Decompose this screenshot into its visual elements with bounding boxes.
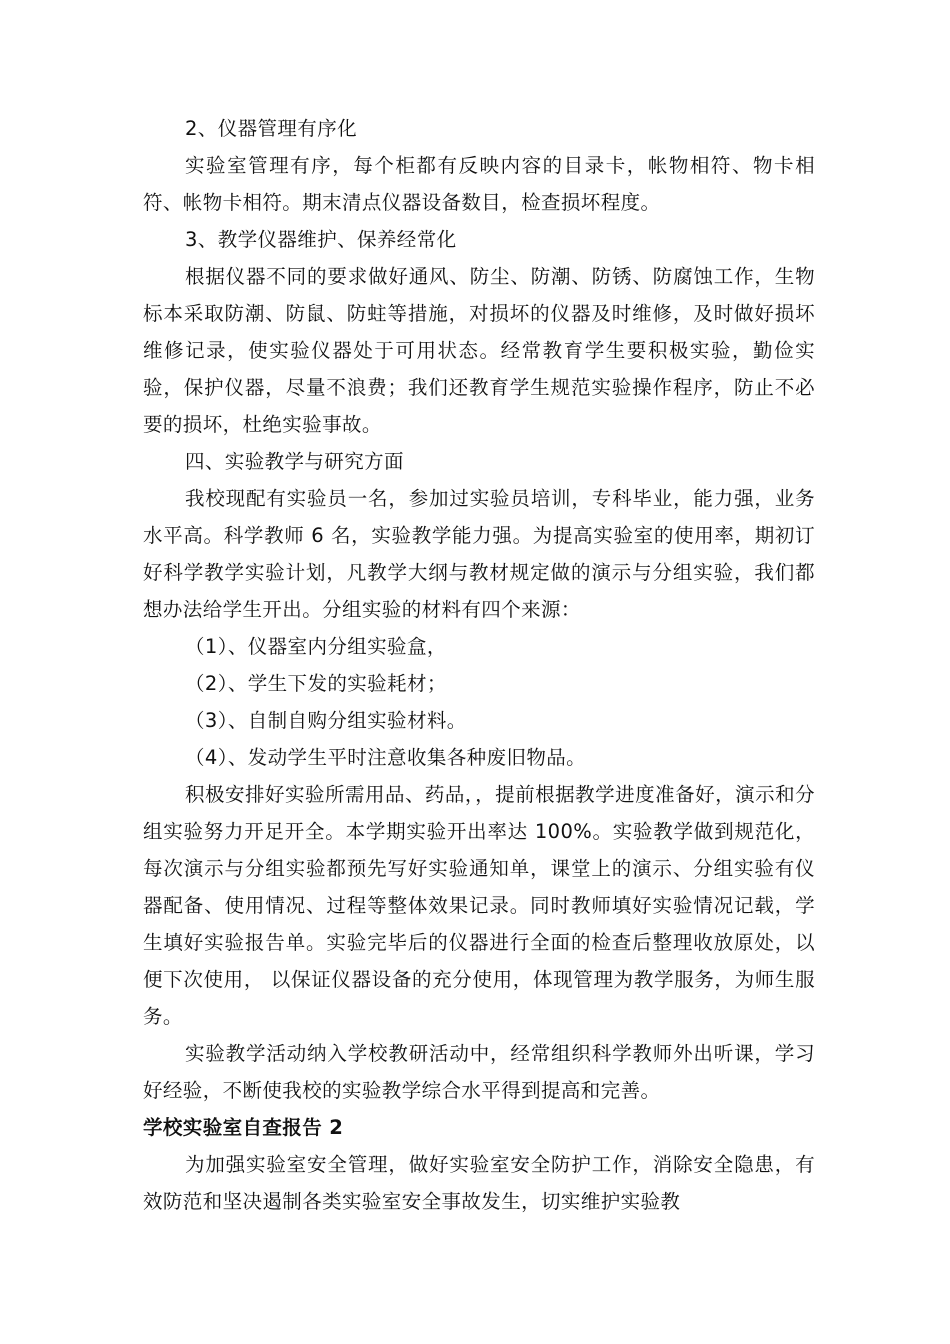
paragraph-maintenance-measures: 根据仪器不同的要求做好通风、防尘、防潮、防锈、防腐蚀工作，生物标本采取防潮、防鼠、防蛀等措施，对损坏的仪器及时维修，及时做好损坏维修记录，使实验仪器处于可用状态。经常教育学生要积极实验，勤俭实验，保护仪器，尽量不浪费；我们还教育学生规范实验操作程序，防止不必要的损坏，杜绝实验事故。 [143,265,815,436]
list-item-source-2: （2）、学生下发的实验耗材； [185,672,447,695]
subheading-teaching-research: 四、实验教学与研究方面 [185,450,404,473]
document-body [143,110,815,1220]
list-item-source-4: （4）、发动学生平时注意收集各种废旧物品。 [185,746,587,769]
list-item-source-3: （3）、自制自购分组实验材料。 [185,709,467,732]
paragraph-safety-management: 为加强实验室安全管理，做好实验室安全防护工作，消除安全隐患，有效防范和坚决遏制各类实验室安全事故发生，切实维护实验教 [143,1153,815,1213]
paragraph-catalog-cards: 实验室管理有序，每个柜都有反映内容的目录卡，帐物相符、物卡相符、帐物卡相符。期末清点仪器设备数目，检查损坏程度。 [143,154,815,214]
paragraph-research-activities: 实验教学活动纳入学校教研活动中，经常组织科学教师外出听课，学习好经验，不断使我校的实验教学综合水平得到提高和完善。 [143,1042,815,1102]
subheading-instrument-maintenance: 3、教学仪器维护、保养经常化 [185,228,457,251]
paragraph-experiment-arrangement: 积极安排好实验所需用品、药品，，提前根据教学进度准备好，演示和分组实验努力开足开全。本学期实验开出率达 100%。实验教学做到规范化，每次演示与分组实验都预先写好实验通知单，课堂上的演示、分组实验有仪器配备、使用情况、过程等整体效果记录。同时教师填好实验情况记载，学生填好实验报告单。实验完毕后的仪器进行全面的检查后整理收放原处，以便下次使用， 以保证仪器设备的充分使用，体现管理为教学服务，为师生服务。 [143,783,815,1028]
paragraph-staffing: 我校现配有实验员一名，参加过实验员培训，专科毕业，能力强，业务水平高。科学教师 6 名，实验教学能力强。为提高实验室的使用率，期初订好科学教学实验计划，凡教学大纲与教材规定做的演示与分组实验，我们都想办法给学生开出。分组实验的材料有四个来源： [143,487,815,621]
section-title-report-2: 学校实验室自查报告 2 [143,1116,344,1139]
list-item-source-1: （1）、仪器室内分组实验盒， [185,635,447,658]
subheading-instrument-management: 2、仪器管理有序化 [185,117,358,140]
